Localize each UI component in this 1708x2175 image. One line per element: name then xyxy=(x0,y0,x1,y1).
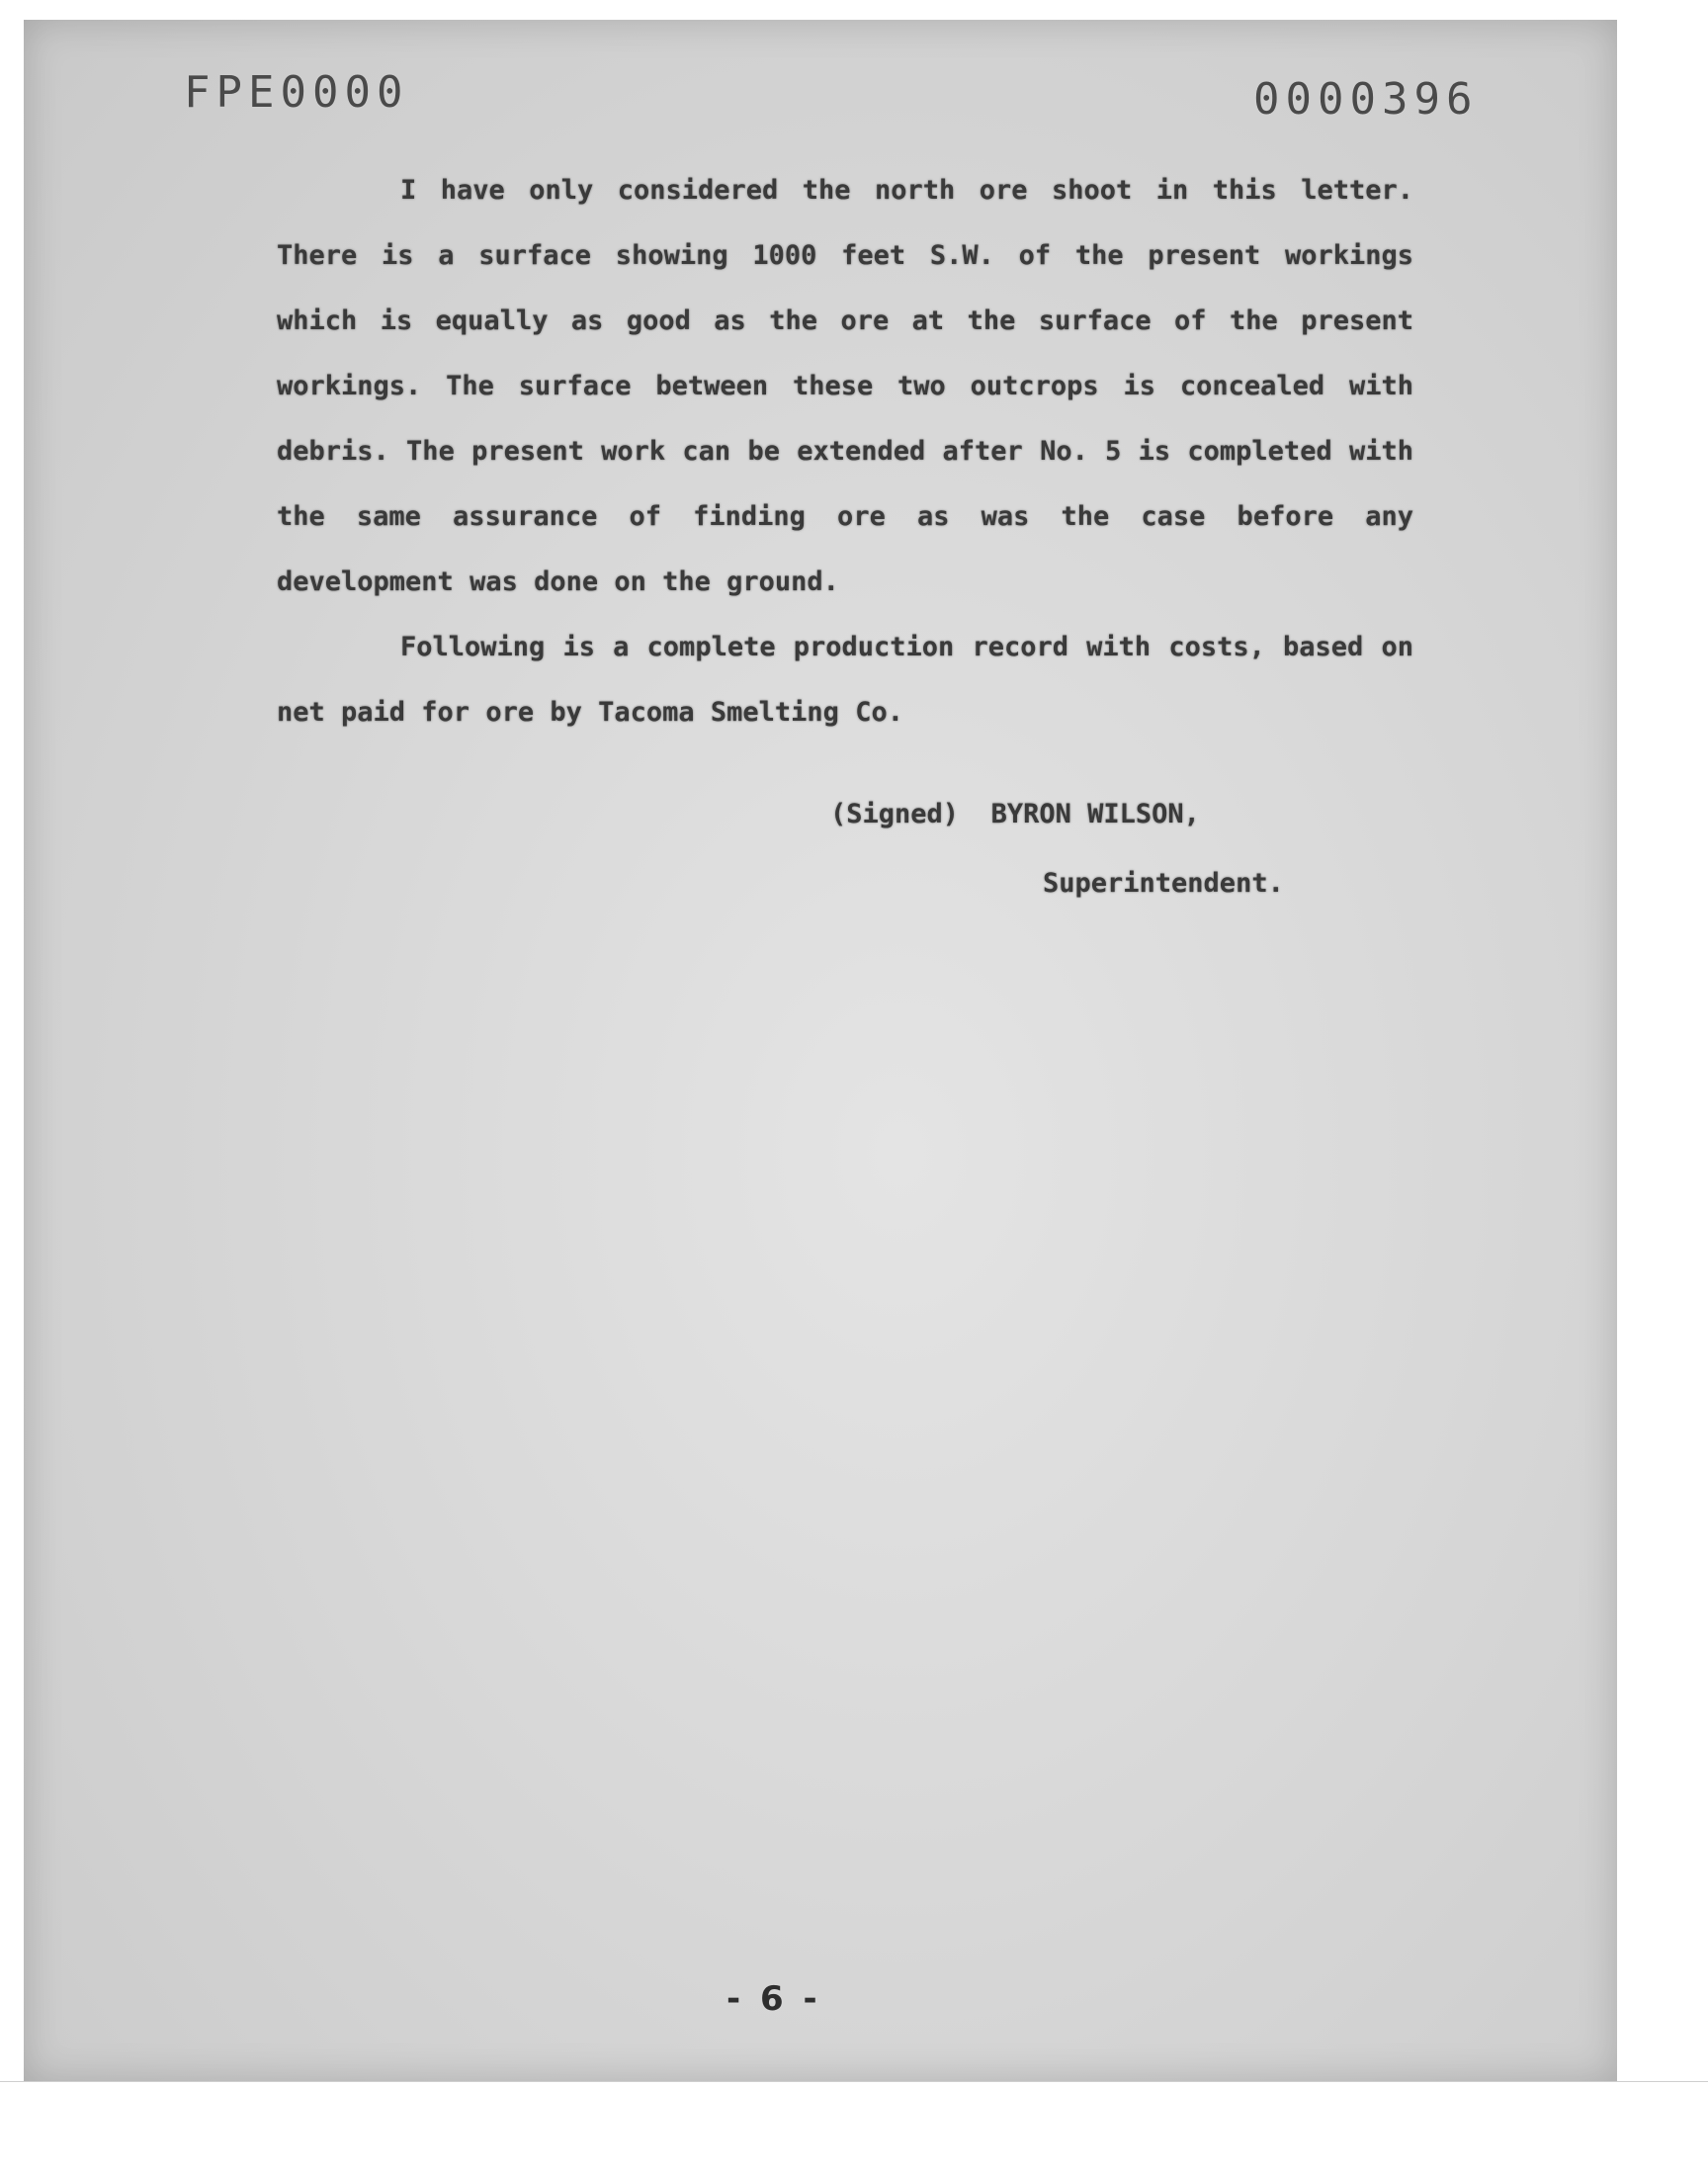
document-stamp-right: 0000396 xyxy=(1253,74,1479,125)
paragraph-1: I have only considered the north ore shoot in this letter. There is a surface showing 1000 feet S.W. of the present workings which is equally as good as the ore at the surface of the present workings. The surface between these two outcrops is concealed with debris. The present work can be extended after No. 5 is completed with the same assurance of finding ore as was the case before any development was done on the ground. xyxy=(277,175,1413,597)
page-number: - 6 - xyxy=(726,1979,821,2019)
signed-label: (Signed) xyxy=(830,799,960,829)
document-stamp-left: FPE0000 xyxy=(184,67,409,118)
signature-line xyxy=(830,799,1200,829)
letter-body xyxy=(277,158,1413,745)
scan-edge-rule xyxy=(0,2081,1708,2082)
paragraph-2: Following is a complete production record with costs, based on net paid for ore by Tacoma Smelting Co. xyxy=(277,632,1413,728)
signer-title: Superintendent. xyxy=(1043,868,1284,899)
signer-name: BYRON WILSON, xyxy=(990,799,1200,829)
